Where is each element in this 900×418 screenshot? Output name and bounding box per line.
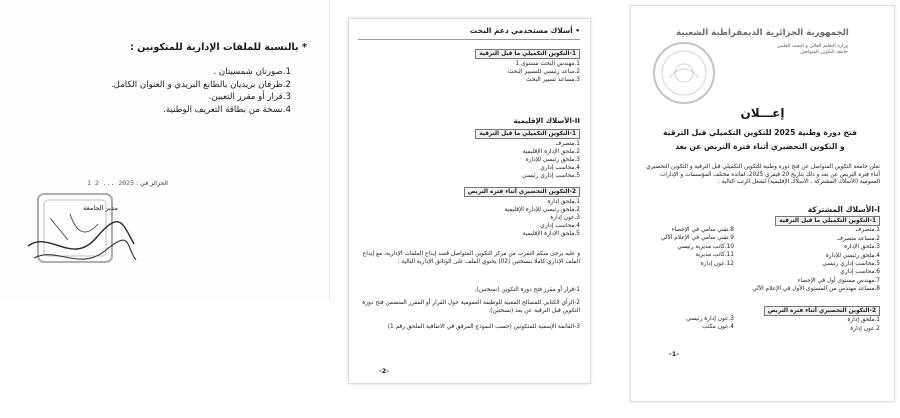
list-item: 10.كاتب مديرية رئيسي bbox=[677, 243, 734, 250]
list-item: 8.تقني سامي في الإحصاء bbox=[671, 227, 734, 233]
preparatory-right-column bbox=[764, 306, 880, 333]
official-seal-icon bbox=[649, 38, 719, 108]
box-label: 1-التكوين التكميلي ما قبل الترقية bbox=[775, 216, 880, 226]
page3-heading: * بالنسبة للملفات الإدارية للمتكونين : bbox=[130, 42, 307, 53]
ministry-line: جامعة التكوين المتواصل bbox=[800, 50, 848, 55]
announcement-title: إعـــلان bbox=[740, 106, 785, 120]
grades-left-column bbox=[661, 226, 734, 268]
grades-right-column bbox=[752, 216, 880, 294]
republic-header: الجمهورية الجزائرية الديمقراطية الشعبية bbox=[676, 28, 849, 38]
date-value: 2025 ... 2 1 bbox=[87, 179, 135, 187]
box-label: 2-التكوين التحضيري أثناء فترة التربص bbox=[764, 306, 880, 316]
director-label: مدير الجامعة bbox=[83, 204, 118, 212]
subtitle-line: و التكوين التحضيري أثناء فترة التربص عن بعد bbox=[675, 142, 845, 151]
list-item: 2.ملحق رئيسي للإدارة الإقليمية bbox=[504, 207, 580, 214]
box-label: 1-التكوين التكميلي ما قبل الترقية bbox=[475, 129, 580, 139]
list-item: 2.مساعد متصرف bbox=[836, 235, 880, 242]
list-item: 3.عون إدارة رئيسي bbox=[686, 316, 734, 322]
list-item: 5.محاسب إداري رئيسي bbox=[822, 261, 880, 268]
section-heading: I-الأسلاك المشتركة bbox=[807, 205, 880, 214]
box-label: 2-التكوين التحضيري أثناء فترة التربص bbox=[464, 187, 580, 197]
list-item: 3.عون إدارة bbox=[550, 215, 580, 222]
list-item: 5.محاسب إداري رئيسي bbox=[522, 173, 580, 180]
list-item: 8.مساعد مهندس من المستوى الأول في الإعلام الآلي bbox=[752, 286, 880, 293]
subtitle-line: فتح دورة وطنية 2025 للتكوين التكميلي قبل الترقية bbox=[662, 128, 858, 137]
page2-title: • أسلاك مستخدمي دعم البحث bbox=[469, 26, 580, 35]
list-item: 2.ساعد رئيسي للتسيير البحث bbox=[507, 69, 580, 76]
list-item: 1.ملحق إدارة bbox=[847, 317, 880, 324]
list-item: 1.متصرف bbox=[855, 227, 880, 234]
university-stamp-signature bbox=[10, 188, 140, 278]
ministry-line: وزارة التعليم العالي و البحث العلمي bbox=[776, 44, 848, 49]
regional-complementary-box bbox=[475, 129, 580, 181]
document-page-1 bbox=[630, 5, 895, 402]
list-item: 6.محاسب إداري bbox=[840, 269, 880, 276]
list-item: 4.محاسب إداري bbox=[540, 223, 580, 230]
regional-preparatory-box bbox=[464, 187, 580, 239]
list-item: 2.عون إدارة bbox=[850, 325, 880, 332]
list-item: 1.متصرف bbox=[555, 141, 580, 148]
research-support-box bbox=[475, 49, 580, 84]
list-item: 1.صورتان شمسيتان . bbox=[213, 67, 291, 77]
list-item: 3.ملحق رئيسي للإدارة bbox=[525, 157, 580, 164]
document-item: 1-قرار أو مقرر فتح دورة التكوين (نسختين). bbox=[474, 287, 580, 293]
document-page-3 bbox=[0, 0, 330, 300]
list-item: 1.مهندس البحث مستوى 1 bbox=[515, 61, 580, 68]
document-item: 3-القائمة الإسمية للمتكونين (حسب النموذج المرفق في الاتفاقية الملحق رقم 1) bbox=[387, 324, 580, 330]
instructions-paragraph: و عليه يرجى منكم التقرب من مركز التكوين المتواصل قصد إيداع الملفات الإدارية، مع إيداع الملف الإداري كاملا بنسختين (02) يحتوي الملف على الوثائق الإدارية التالية : bbox=[362, 251, 580, 265]
list-item: 5.ملحق الإدارة الإقليمية bbox=[522, 231, 580, 238]
list-item: 7.مهندس مستوى أول في الإحصاء bbox=[797, 277, 880, 284]
list-item: 4.محاسب إداري bbox=[540, 165, 580, 172]
list-item: 4.عون مكتب bbox=[702, 324, 734, 331]
preparatory-left-column bbox=[686, 315, 734, 332]
document-item: 2-الرأي الكتابي للمصالح المعنية للوظيفة العمومية حول القرار أو المقرر المتضمن فتح دورة التكوين قبل الترقية عن بعد (نسختين). bbox=[362, 300, 580, 314]
page-number: -2- bbox=[379, 367, 389, 375]
ministry-block bbox=[777, 44, 848, 56]
intro-paragraph: تعلن جامعة التكوين المتواصل عن فتح دورة وطنية للتكوين التكميلي قبل الترقية و التكوين التحضيري أثناء فترة التربص عن بعد و ذلك بتاريخ 20 فيفري 2025، لفائدة مختلف المؤسسات و الإدارات العمومية (الأسلاك المشتركة ، الأسلاك الإقليمية) لشغل الرتب التالية : bbox=[646, 164, 880, 186]
list-item: 12.عون إدارة bbox=[700, 260, 734, 267]
title-rule bbox=[358, 39, 580, 40]
box-label: 1-التكوين التكميلي ما قبل الترقية bbox=[475, 49, 580, 59]
list-item: 1.ملحق إدارة bbox=[547, 199, 580, 206]
list-item: 4.نسخة من بطاقة التعريف الوطنية. bbox=[163, 104, 291, 115]
list-item: 3.قرار أو مقرر التعيين. bbox=[208, 92, 291, 103]
list-item: 2.ملحق الإدارة الإقليمية bbox=[522, 149, 580, 156]
list-item: 2.ظرفان بريديان بالطابع البريدي و العنوان الكامل. bbox=[110, 79, 291, 90]
list-item: 11.كاتب مديرية bbox=[695, 252, 734, 259]
list-item: 4.ملحق رئيسي للإدارة bbox=[825, 252, 880, 259]
list-item: 3.مساعد تسيير البحث bbox=[526, 77, 580, 84]
list-item: 3.ملحق الإدارة bbox=[844, 244, 880, 251]
signature-date bbox=[18, 179, 168, 187]
admin-files-list bbox=[41, 66, 307, 116]
page-number: -1- bbox=[669, 350, 679, 358]
document-page-2 bbox=[348, 18, 591, 384]
date-label: الجزائر في : bbox=[135, 180, 168, 187]
list-item: 9.تقني سامي في الإعلام الآلي bbox=[660, 235, 734, 242]
section-heading: II-الأسلاك الإقليمية bbox=[513, 117, 580, 125]
